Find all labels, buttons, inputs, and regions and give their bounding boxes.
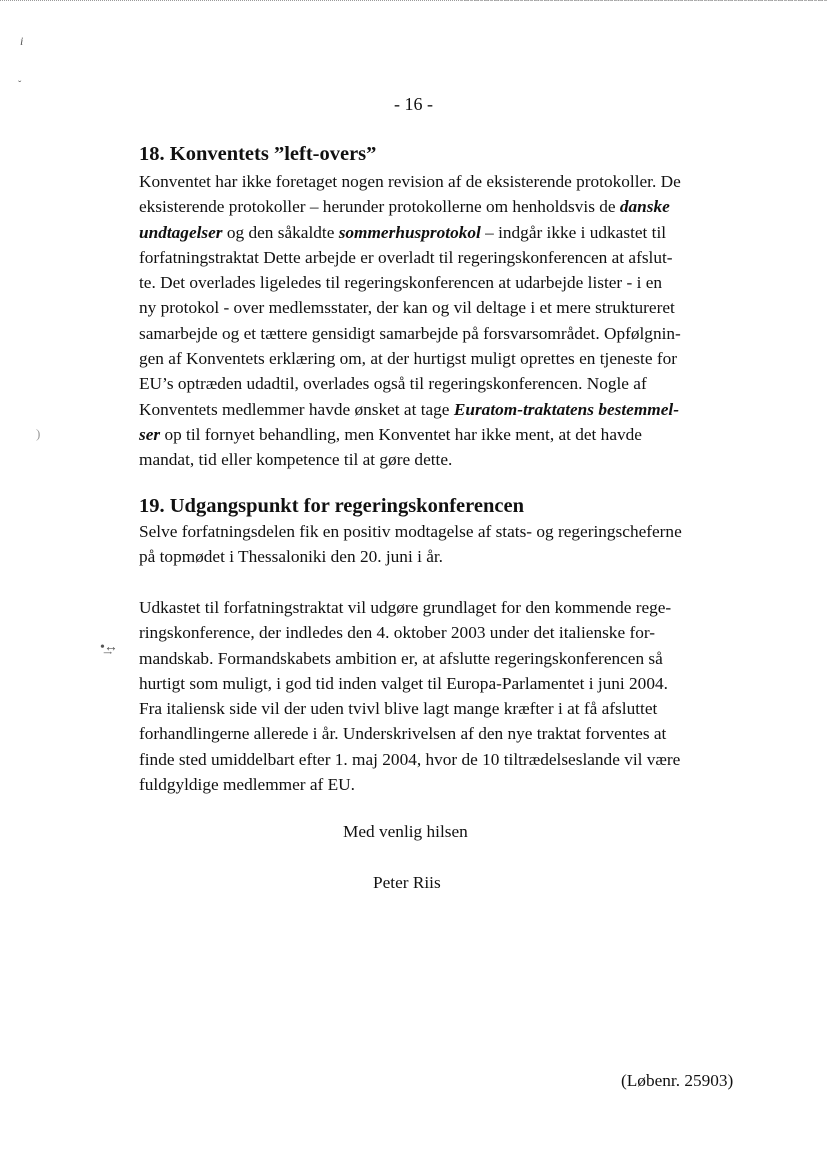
section-19-paragraph-2 <box>139 595 739 797</box>
emphasized-term: Euratom-traktatens bestemmel- <box>453 399 679 419</box>
text-line: forhandlingerne allerede i år. Underskrivelsen af den nye traktat forventes at <box>139 724 667 744</box>
text-line: Udkastet til forfatningstraktat vil udgøre grundlaget for den kommende rege- <box>139 598 672 617</box>
section-19-paragraph-1 <box>139 519 739 570</box>
text-line: eksisterende protokoller – herunder protokollerne om henholdsvis de danske <box>139 197 670 217</box>
text-line: forfatningstraktat Dette arbejde er overladt til regeringskonferencen at afslut- <box>139 247 673 267</box>
page-number: - 16 - <box>394 94 433 114</box>
scan-top-edge-right <box>460 0 827 3</box>
signer-name: Peter Riis <box>373 873 441 892</box>
text-line: gen af Konventets erklæring om, at der hurtigst muligt oprettes en tjeneste for <box>139 349 677 369</box>
emphasized-term: ser <box>139 424 161 444</box>
text-line: mandat, tid eller kompetence til at gøre dette. <box>139 450 453 470</box>
text-line: ringskonference, der indledes den 4. oktober 2003 under det italienske for- <box>139 623 655 643</box>
text-line: på topmødet i Thessaloniki den 20. juni i år. <box>139 547 443 567</box>
text-line: ny protokol - over medlemsstater, der kan og vil deltage i et mere struktureret <box>139 298 675 318</box>
emphasized-term: undtagelser <box>139 222 223 242</box>
text-line: EU’s optræden udadtil, overlades også til regeringskonferencen. Nogle af <box>139 374 647 394</box>
text-line: te. Det overlades ligeledes til regeringskonferencen at udarbejde lister - i en <box>139 273 663 293</box>
text-line: ser op til fornyet behandling, men Konventet har ikke ment, at det havde <box>139 424 642 444</box>
text-line: samarbejde og et tættere gensidigt samarbejde på forsvarsområdet. Opfølgnin- <box>139 323 681 343</box>
margin-mark-dot: ˇ <box>18 80 22 91</box>
text-line: hurtigt som muligt, i god tid inden valget til Europa-Parlamentet i juni 2004. <box>139 673 668 693</box>
section-18-heading: 18. Konventets ”left-overs” <box>139 143 377 165</box>
section-18-paragraph <box>139 169 739 473</box>
text-line: fuldgyldige medlemmer af EU. <box>139 775 355 795</box>
text-line: undtagelser og den såkaldte sommerhusprotokol – indgår ikke i udkastet til <box>139 222 667 242</box>
text-line: Selve forfatningsdelen fik en positiv modtagelse af stats- og regeringscheferne <box>139 522 682 541</box>
emphasized-term: sommerhusprotokol <box>338 222 481 242</box>
text-line: mandskab. Formandskabets ambition er, at afslutte regeringskonferencen så <box>139 648 663 668</box>
text-line: Konventets medlemmer havde ønsket at tage Euratom-traktatens bestemmel- <box>139 399 679 419</box>
margin-mark-paren: ) <box>36 426 41 441</box>
text-line: Fra italiensk side vil der uden tvivl blive lagt mange kræfter i at få afsluttet <box>139 699 658 719</box>
closing-greeting: Med venlig hilsen <box>343 822 468 841</box>
emphasized-term: danske <box>619 197 670 217</box>
text-line: finde sted umiddelbart efter 1. maj 2004, hvor de 10 tiltrædelseslande vil være <box>139 749 681 769</box>
margin-mark-i: i <box>20 34 24 48</box>
margin-mark-scribble: •͢↔ <box>100 640 117 655</box>
section-19-heading: 19. Udgangspunkt for regeringskonferencen <box>139 495 524 517</box>
reference-number: (Løbenr. 25903) <box>621 1071 734 1090</box>
text-line: Konventet har ikke foretaget nogen revision af de eksisterende protokoller. De <box>139 172 681 191</box>
